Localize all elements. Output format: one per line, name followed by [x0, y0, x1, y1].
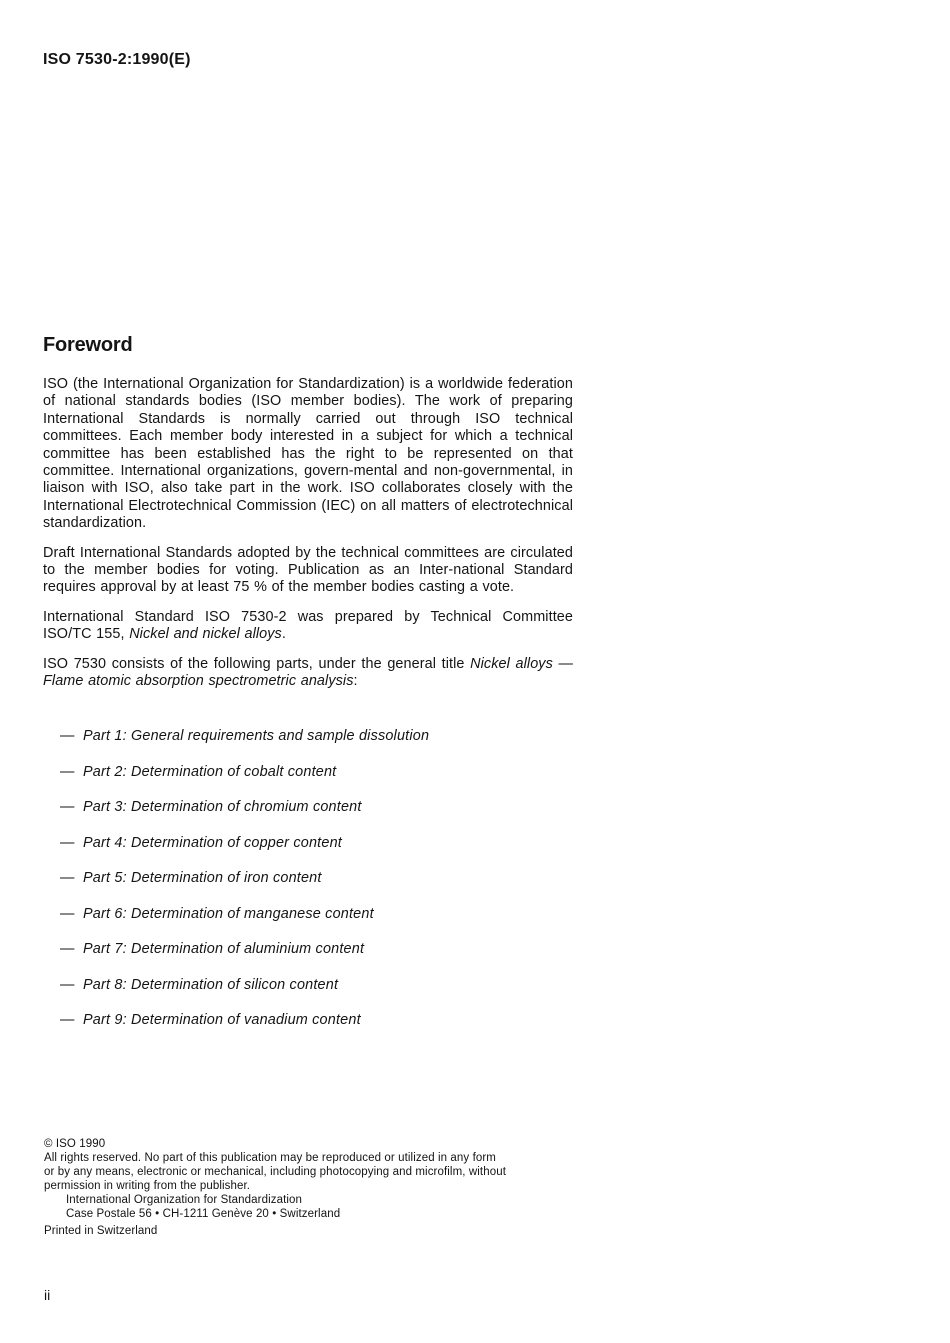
list-item [60, 1011, 429, 1047]
list-dash: — [60, 870, 75, 886]
part-title: Part 2: Determination of cobalt content [83, 763, 337, 780]
part-title: Part 3: Determination of chromium content [83, 799, 362, 815]
committee-title: Nickel and nickel alloys [129, 626, 282, 643]
copyright-notice [44, 1137, 584, 1238]
list-item [60, 976, 429, 1012]
paragraph-4-end: : [353, 673, 358, 690]
parts-list [60, 727, 429, 1047]
part-title: Part 7: Determination of aluminium content [83, 941, 365, 957]
part-title: Part 1: General requirements and sample dissolution [83, 728, 430, 744]
list-dash: — [60, 1012, 75, 1028]
foreword-paragraph-2: Draft International Standards adopted by the technical committees are circulated to the member bodies for voting. Publication as an Inter-national Standard requires approval by at least 75 % of the member bodies casting a vote. [43, 544, 573, 596]
part-title: Part 5: Determination of iron content [83, 870, 322, 886]
foreword-heading: Foreword [43, 334, 133, 356]
part-title: Part 4: Determination of copper content [83, 834, 342, 851]
paragraph-3-text: International Standard ISO 7530-2 was prepared by Technical Committee ISO/TC 155, [43, 608, 573, 643]
list-item [60, 727, 429, 763]
organization-address: Case Postale 56 • CH-1211 Genève 20 • Switzerland [66, 1208, 341, 1220]
list-dash: — [60, 834, 75, 851]
paragraph-3-end: . [281, 626, 286, 643]
list-dash: — [60, 799, 75, 815]
general-title: Nickel alloys — Flame atomic absorption spectrometric analysis [43, 655, 573, 690]
foreword-paragraph-1: ISO (the International Organization for Standardization) is a worldwide federation of national standards bodies (ISO member bodies). The work of preparing International Standards is normally carried out through ISO technical committees. Each member body interested in a subject for which a technical committee has been established has the right to be represented on that committee. International organizations, govern-mental and non-governmental, in liaison with ISO, also take part in the work. ISO collaborates closely with the International Electrotechnical Commission (IEC) on all matters of electrotechnical standardization. [43, 376, 573, 532]
list-dash: — [60, 728, 75, 744]
foreword-body [43, 376, 573, 703]
list-item [60, 905, 429, 941]
part-title: Part 8: Determination of silicon content [83, 976, 339, 993]
list-dash: — [60, 941, 75, 957]
organization-name: International Organization for Standardization [66, 1194, 303, 1206]
list-dash: — [60, 763, 75, 780]
list-dash: — [60, 976, 75, 993]
rights-line-2: or by any means, electronic or mechanical, including photocopying and microfilm, without [44, 1166, 506, 1178]
list-item [60, 763, 429, 799]
standard-identifier: ISO 7530-2:1990(E) [43, 51, 191, 68]
foreword-paragraph-4 [43, 656, 573, 691]
list-item [60, 940, 429, 976]
part-title: Part 6: Determination of manganese content [83, 905, 374, 922]
foreword-paragraph-3 [43, 609, 573, 644]
printed-location: Printed in Switzerland [44, 1225, 158, 1237]
part-title: Part 9: Determination of vanadium content [83, 1012, 361, 1028]
list-item [60, 798, 429, 834]
rights-line-3: permission in writing from the publisher. [44, 1180, 251, 1192]
list-dash: — [60, 905, 75, 922]
page-number: ii [44, 1287, 51, 1303]
paragraph-4-text: ISO 7530 consists of the following parts, under the general title [43, 655, 471, 672]
rights-line-1: All rights reserved. No part of this publication may be reproduced or utilized in any form [44, 1152, 496, 1164]
list-item [60, 869, 429, 905]
copyright-line: © ISO 1990 [44, 1138, 106, 1150]
list-item [60, 834, 429, 870]
